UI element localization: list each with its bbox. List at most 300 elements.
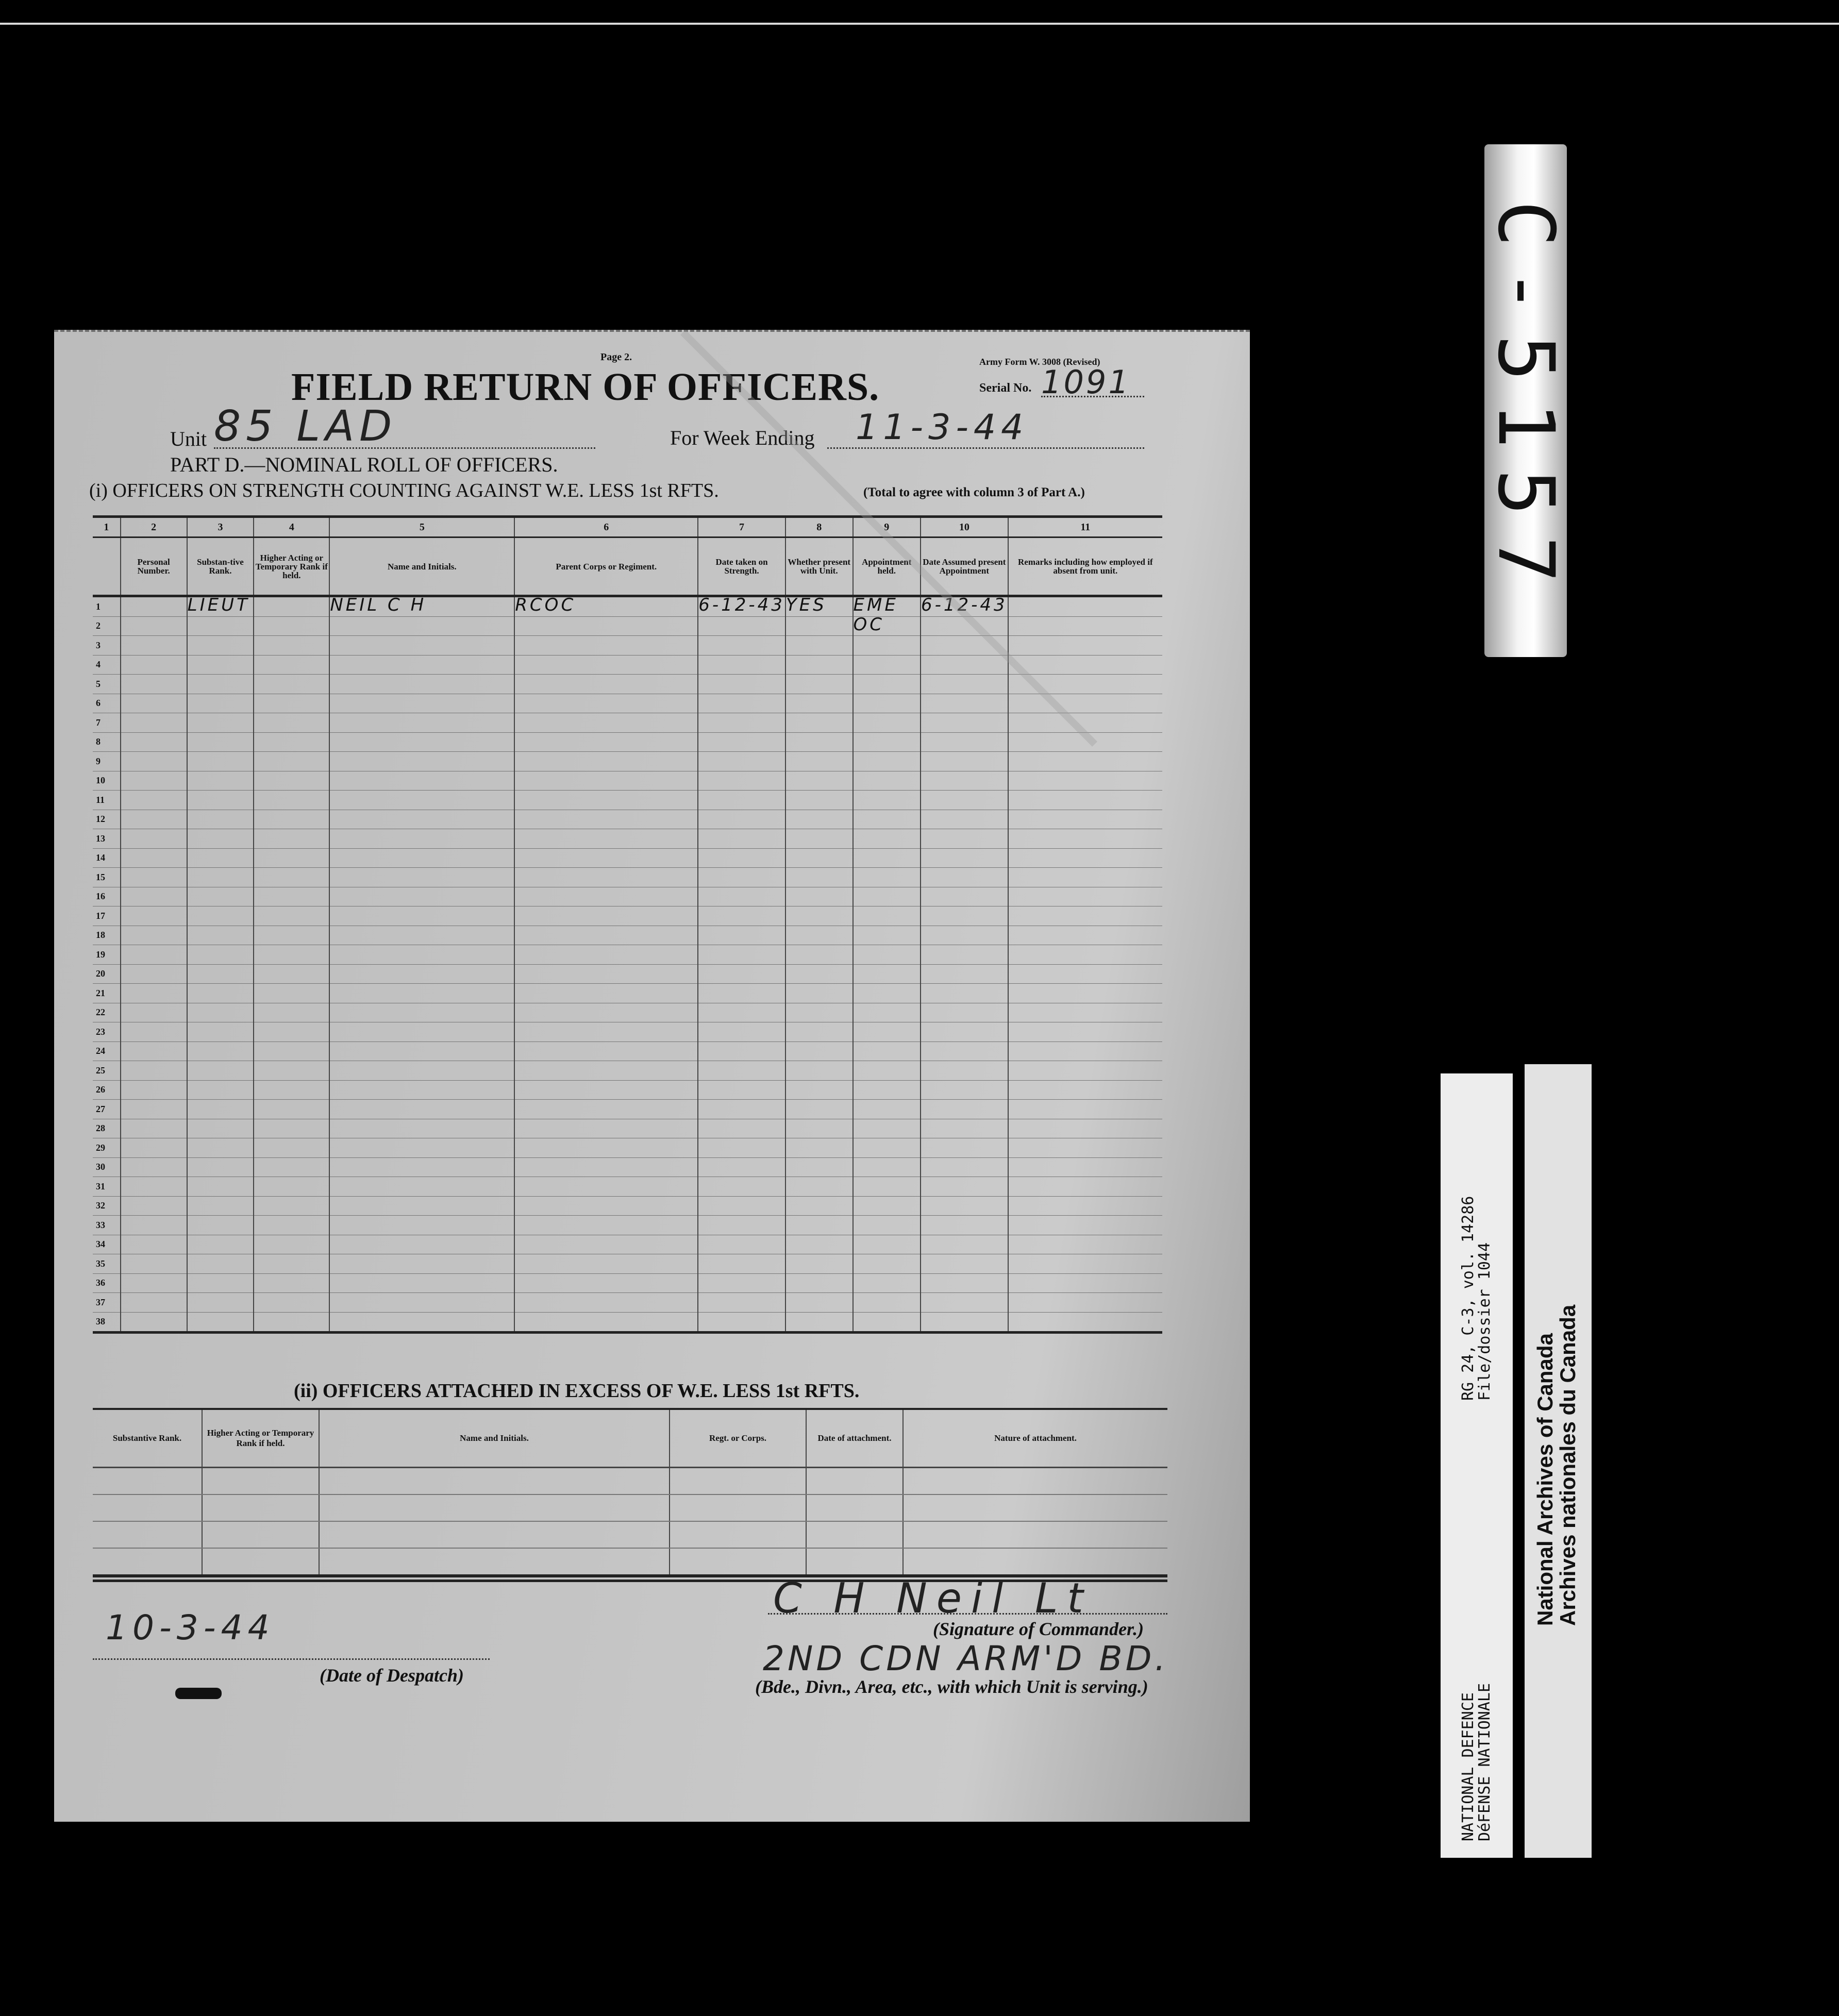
table-cell [121,1254,187,1274]
row-number: 26 [93,1080,121,1100]
serial-label: Serial No. [979,381,1032,395]
table-cell [254,984,329,1003]
table-cell [921,771,1008,791]
table-cell [698,1273,785,1293]
table-cell [853,829,921,849]
table-cell [121,1216,187,1235]
table-cell [1008,1293,1162,1313]
table-cell [514,1061,698,1081]
table-cell [698,1196,785,1216]
table-cell [785,791,853,810]
table-cell [698,926,785,945]
table-cell [1008,887,1162,906]
table-cell [785,1138,853,1158]
table-cell [187,945,254,965]
table-cell [1008,1100,1162,1119]
table-cell [698,1177,785,1197]
table-cell [329,1138,514,1158]
signature-label: (Signature of Commander.) [933,1619,1144,1639]
table-cell [187,713,254,733]
table-cell [853,1061,921,1081]
table-cell [514,1273,698,1293]
table-cell [254,1196,329,1216]
table-cell [698,1235,785,1254]
table-cell [514,868,698,887]
table-cell [121,848,187,868]
table-cell [514,848,698,868]
table-cell [254,810,329,829]
column-header: Date Assumed present Appointment [921,537,1008,596]
table-cell [187,906,254,926]
entry-date-assumed: 6-12-43 [921,595,1008,616]
row-number: 13 [93,829,121,849]
table-cell [785,964,853,984]
table-cell [187,732,254,752]
table-cell [698,868,785,887]
table-cell [93,1468,202,1495]
table-cell [1008,906,1162,926]
row-number: 9 [93,752,121,771]
table-cell [187,1080,254,1100]
table-cell [698,848,785,868]
table-cell [329,596,514,617]
table-cell [1008,1138,1162,1158]
table-cell [254,616,329,636]
table-row [93,655,1162,675]
archives-en: National Archives of Canada [1533,1333,1557,1626]
column-number: 2 [121,517,187,537]
table-cell [187,887,254,906]
table-row [93,1177,1162,1197]
table-cell [121,1022,187,1042]
reference-text [1460,1196,1493,1401]
table-cell [121,1080,187,1100]
table-row [93,1548,1167,1576]
table-cell [1008,596,1162,617]
table-cell [785,810,853,829]
table-cell [329,1003,514,1022]
table-row [93,1003,1162,1022]
unit-label: Unit [170,427,207,450]
table-cell [514,636,698,656]
row-number: 35 [93,1254,121,1274]
table-cell [329,1119,514,1138]
table-cell [514,1254,698,1274]
table-cell [853,713,921,733]
table-cell [698,1119,785,1138]
table-cell [187,1273,254,1293]
row-number: 29 [93,1138,121,1158]
table-cell [698,791,785,810]
table-cell [698,945,785,965]
microfilm-reel-tab [1481,144,1570,657]
table-cell [698,1138,785,1158]
table-cell [254,596,329,617]
table-cell [853,1273,921,1293]
table-cell [785,732,853,752]
table-cell [785,1061,853,1081]
table-cell [514,655,698,675]
table-cell [921,752,1008,771]
table-cell [329,1235,514,1254]
table-cell [514,732,698,752]
header-row [93,537,1162,596]
top-border-line [0,23,1839,25]
table-cell [853,752,921,771]
table-cell [698,771,785,791]
row-number: 8 [93,732,121,752]
table-cell [785,713,853,733]
table-cell [853,1216,921,1235]
officers-strength-table [93,515,1162,1334]
table-cell [921,829,1008,849]
table-cell [187,1196,254,1216]
row-number: 31 [93,1177,121,1197]
table-cell [785,906,853,926]
table-cell [514,1080,698,1100]
table-row [93,1061,1162,1081]
table-cell [1008,868,1162,887]
table-row [93,1138,1162,1158]
week-ending-value: 11-3-44 [856,407,1029,448]
table-row [93,810,1162,829]
table-cell [329,906,514,926]
table-cell [254,636,329,656]
table-cell [254,1254,329,1274]
archives-label [1525,1064,1592,1858]
table-cell [853,1235,921,1254]
table-cell [202,1548,319,1576]
table-cell [254,1293,329,1313]
column-number: 6 [514,517,698,537]
row-number: 2 [93,616,121,636]
row-number: 37 [93,1293,121,1313]
table-cell [1008,1003,1162,1022]
table-cell [329,887,514,906]
column-header: Higher Acting or Temporary Rank if held. [254,537,329,596]
table-cell [254,1080,329,1100]
table-cell [514,675,698,694]
table-cell [202,1468,319,1495]
page-number: Page 2. [600,351,632,363]
table-cell [698,829,785,849]
table-cell [329,1041,514,1061]
table-cell [698,1080,785,1100]
table-row [93,945,1162,965]
row-number: 10 [93,771,121,791]
row-number: 30 [93,1157,121,1177]
table-cell [121,1138,187,1158]
table-cell [1008,926,1162,945]
table-cell [698,1293,785,1313]
table-cell [698,616,785,636]
table-cell [254,1273,329,1293]
table-cell [921,1061,1008,1081]
table-cell [329,616,514,636]
table-cell [698,1100,785,1119]
table-cell [903,1548,1167,1576]
table-row [93,1273,1162,1293]
row-number: 18 [93,926,121,945]
table-row [93,1041,1162,1061]
table-cell [785,1041,853,1061]
table-cell [329,1273,514,1293]
table-cell [514,616,698,636]
table-cell [903,1521,1167,1548]
table-cell [853,848,921,868]
table-cell [853,1157,921,1177]
table-cell [329,1022,514,1042]
table-cell [1008,1080,1162,1100]
table-cell [921,1177,1008,1197]
table-cell [254,713,329,733]
table-cell [514,829,698,849]
table-cell [254,906,329,926]
form-sheet [54,330,1250,1822]
table-cell [254,848,329,868]
table-row [93,887,1162,906]
table-row [93,732,1162,752]
table-cell [1008,829,1162,849]
column-header: Date of attachment. [806,1409,903,1468]
table-cell [921,906,1008,926]
table-cell [698,596,785,617]
table-cell [93,1494,202,1521]
table-cell [329,1157,514,1177]
table-cell [1008,810,1162,829]
table-cell [1008,636,1162,656]
table-cell [202,1494,319,1521]
table-cell [254,1235,329,1254]
table-cell [785,926,853,945]
table-cell [329,1061,514,1081]
row-number: 17 [93,906,121,926]
table-cell [121,984,187,1003]
table-cell [785,596,853,617]
table-cell [670,1494,806,1521]
table-cell [785,1196,853,1216]
table-cell [698,713,785,733]
table-row [93,596,1162,617]
perforated-edge [54,330,1250,341]
table-cell [785,655,853,675]
table-cell [187,1157,254,1177]
table-cell [329,675,514,694]
table-cell [853,1196,921,1216]
table-row [93,1119,1162,1138]
table-cell [698,887,785,906]
table-cell [853,1080,921,1100]
table-cell [785,771,853,791]
table-cell [187,596,254,617]
table-row [93,1494,1167,1521]
table-cell [514,1022,698,1042]
table-cell [1008,771,1162,791]
table-cell [254,964,329,984]
table-cell [1008,1022,1162,1042]
table-cell [921,1216,1008,1235]
table-cell [121,1293,187,1313]
table-cell [187,926,254,945]
column-header: Substan-tive Rank. [187,537,254,596]
table-cell [921,1157,1008,1177]
archives-text [1534,1305,1579,1626]
department-text [1460,1683,1493,1841]
table-cell [698,1061,785,1081]
table-cell [121,1119,187,1138]
table-cell [121,636,187,656]
defense-nationale-text: DéFENSE NATIONALE [1476,1683,1494,1841]
table-row [93,1235,1162,1254]
column-number: 9 [853,517,921,537]
table-row [93,1521,1167,1548]
table-cell [187,694,254,713]
table-cell [785,636,853,656]
table-cell [670,1548,806,1576]
table-row [93,1216,1162,1235]
archives-fr: Archives nationales du Canada [1556,1304,1580,1626]
table-cell [921,1312,1008,1333]
table-cell [254,694,329,713]
table-cell [121,655,187,675]
table-cell [121,1061,187,1081]
table-cell [514,1157,698,1177]
table-row [93,713,1162,733]
table-cell [121,1157,187,1177]
table-cell [121,732,187,752]
row-number: 32 [93,1196,121,1216]
row-number: 14 [93,848,121,868]
table-cell [329,1216,514,1235]
table-cell [121,1273,187,1293]
table-cell [329,984,514,1003]
table-cell [187,1177,254,1197]
table-cell [514,1312,698,1333]
entry-corps: RCOC [515,595,576,616]
column-header: Appointment held. [853,537,921,596]
table-cell [785,1177,853,1197]
table-cell [921,1196,1008,1216]
row-number: 3 [93,636,121,656]
column-header: Regt. or Corps. [670,1409,806,1468]
table-cell [187,829,254,849]
table-cell [254,1061,329,1081]
table-cell [670,1521,806,1548]
table-cell [514,752,698,771]
table-cell [921,675,1008,694]
table-cell [121,964,187,984]
table-cell [921,1022,1008,1042]
section-ii-heading: (ii) OFFICERS ATTACHED IN EXCESS OF W.E. LESS 1st RFTS. [294,1380,860,1402]
table-cell [698,1157,785,1177]
table-cell [785,984,853,1003]
table-cell [853,616,921,636]
row-number: 6 [93,694,121,713]
officers-attached-table [93,1408,1167,1577]
commander-signature: C H Neil Lt [773,1574,1093,1622]
table-cell [329,791,514,810]
table-cell [806,1468,903,1495]
table-cell [514,1196,698,1216]
column-number: 8 [785,517,853,537]
column-number: 7 [698,517,785,537]
table-cell [329,752,514,771]
table-cell [921,1235,1008,1254]
table-cell [1008,1235,1162,1254]
table-cell [853,675,921,694]
table-cell [698,732,785,752]
table-cell [187,1293,254,1313]
table-cell [254,791,329,810]
table-cell [329,1312,514,1333]
table-cell [514,984,698,1003]
table-cell [121,752,187,771]
table-cell [853,636,921,656]
table-cell [514,1041,698,1061]
table-cell [785,1003,853,1022]
table-cell [121,771,187,791]
table-cell [514,1235,698,1254]
table-cell [514,1100,698,1119]
table-cell [329,713,514,733]
row-number: 5 [93,675,121,694]
table-cell [514,1293,698,1313]
table-cell [254,1138,329,1158]
section-i-note: (Total to agree with column 3 of Part A.) [863,485,1085,499]
table-cell [921,1138,1008,1158]
table-cell [254,868,329,887]
table-cell [1008,1196,1162,1216]
table-cell [329,1100,514,1119]
table-cell [785,752,853,771]
table-cell [1008,791,1162,810]
table-cell [254,771,329,791]
table-cell [853,906,921,926]
table-cell [121,1312,187,1333]
section-i-heading: (i) OFFICERS ON STRENGTH COUNTING AGAINST W.E. LESS 1st RFTS. [89,480,719,501]
column-number: 3 [187,517,254,537]
table-cell [698,1003,785,1022]
table-cell [1008,964,1162,984]
table-cell [1008,694,1162,713]
table-cell [329,655,514,675]
table-cell [698,1254,785,1274]
table-cell [254,926,329,945]
table-cell [514,771,698,791]
table-cell [121,694,187,713]
header-row [93,1409,1167,1468]
table-cell [329,926,514,945]
table-cell [921,713,1008,733]
table-cell [853,810,921,829]
table-cell [1008,1254,1162,1274]
table-cell [254,1041,329,1061]
table-cell [121,713,187,733]
table-cell [921,1254,1008,1274]
row-number: 4 [93,655,121,675]
table-cell [785,887,853,906]
table-cell [921,868,1008,887]
table-cell [187,1022,254,1042]
table-cell [187,752,254,771]
table-cell [93,1548,202,1576]
table-cell [319,1548,670,1576]
row-number: 25 [93,1061,121,1081]
table-cell [319,1494,670,1521]
table-cell [329,1254,514,1274]
table-cell [187,1254,254,1274]
column-number: 10 [921,517,1008,537]
